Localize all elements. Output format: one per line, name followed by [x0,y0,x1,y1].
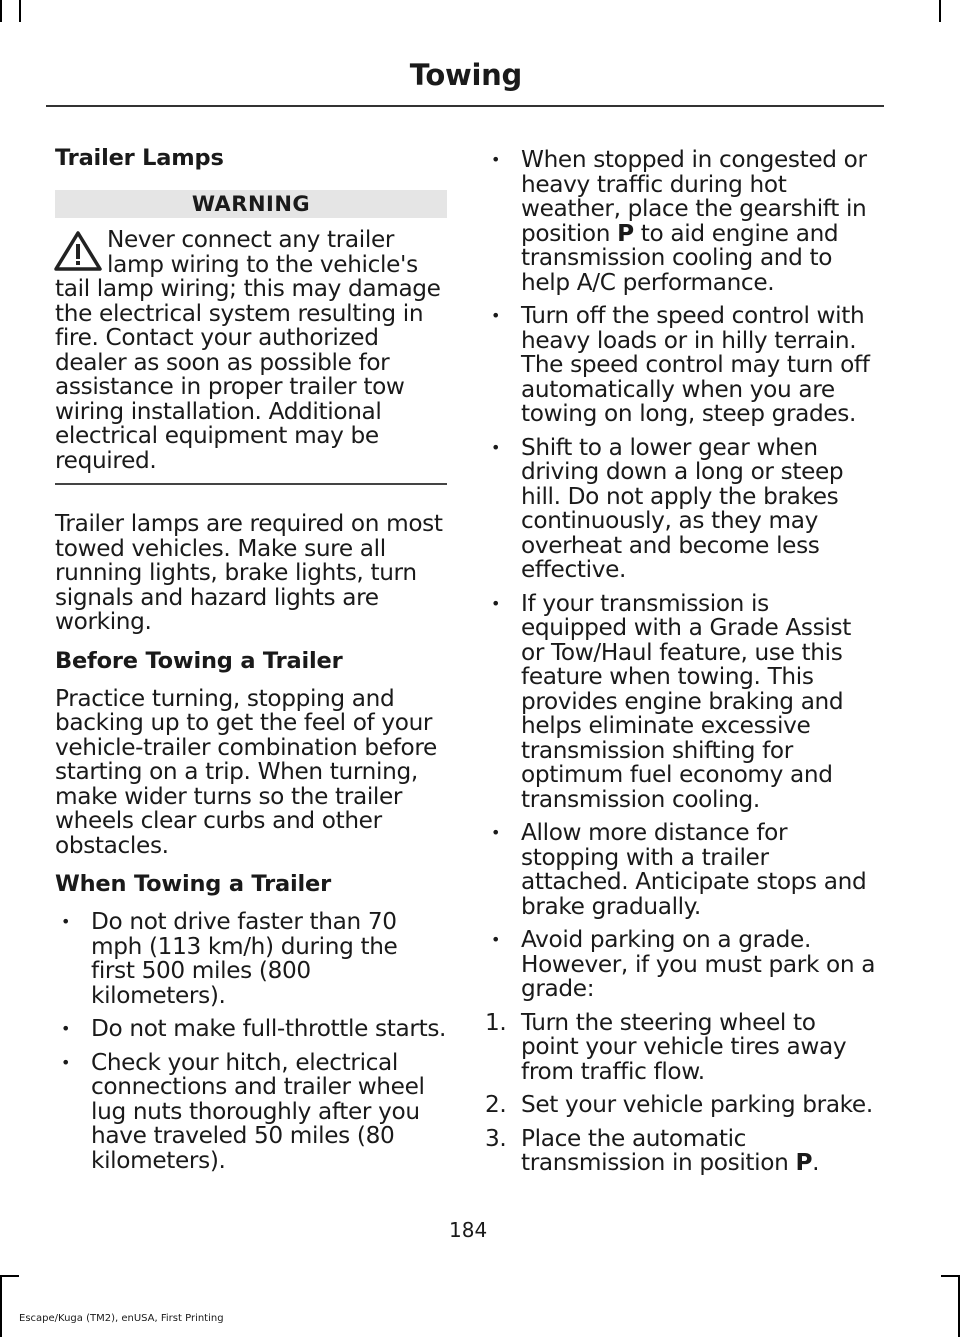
footer-edition: Escape/Kuga (TM2), enUSA, First Printing [19,1313,224,1324]
before-paragraph: Practice turning, stopping and backing up to get the feel of your vehicle-trailer combination before starting on a trip. When turning, make wider turns so the trailer wheels clear curbs and other obstacles. [55,684,437,859]
page-title: Towing [409,58,522,92]
gear-p: P [795,1149,813,1176]
crop-mark [0,1277,2,1337]
gear-p: P [617,219,634,247]
list-item: • Do not make full-throttle starts. [55,1017,447,1042]
list-item: • Allow more distance for stopping with a trailer attached. Anticipate stops and brake gradually. [485,821,877,919]
when-towing-list [55,910,447,1173]
crop-mark [941,1275,960,1277]
list-item: • If your transmission is equipped with a Grade Assist or Tow/Haul feature, use this feature when towing. This provides engine braking and helps eliminate excessive transmission shifting for optimum fuel economy and transmission cooling. [485,592,877,813]
step-text: Place the automatic transmission in position [521,1124,789,1176]
list-item-text: to aid engine and transmission cooling and to help A/C performance. [521,219,839,296]
heading-when-towing: When Towing a Trailer [55,871,331,897]
right-column [485,148,877,1185]
lamps-paragraph: Trailer lamps are required on most towed vehicles. Make sure all running lights, brake lights, turn signals and hazard lights are working. [55,510,443,635]
warning-box [55,228,447,485]
left-column [55,144,447,1182]
crop-mark [19,0,21,22]
step-number: 1. [485,1008,507,1036]
step-number: 3. [485,1124,507,1152]
step-text: Set your vehicle parking brake. [521,1091,873,1118]
list-item: • Turn off the speed control with heavy loads or in hilly terrain. The speed control may turn off automatically when you are towing on long, steep grades. [485,304,877,427]
step-number: 2. [485,1091,507,1118]
step-text: Turn the steering wheel to point your vehicle tires away from traffic flow. [521,1008,847,1085]
list-item [485,148,877,295]
heading-trailer-lamps: Trailer Lamps [55,145,224,171]
heading-before-towing: Before Towing a Trailer [55,647,343,674]
warning-triangle-icon [53,230,103,272]
list-item: • Do not drive faster than 70 mph (113 km/h) during the first 500 miles (800 kilometers). [55,910,447,1008]
step-item [485,1093,877,1118]
page-number: 184 [449,1218,488,1242]
warning-text: Never connect any trailer lamp wiring to the vehicle's tail lamp wiring; this may damage the electrical system resulting in fire. Contact your authorized dealer as soon as possible for assistance in proper trailer tow wiring installation. Additional electrical equipment may be required. [55,226,441,474]
list-item: • Check your hitch, electrical connections and trailer wheel lug nuts thoroughly after you have traveled 50 miles (80 kilometers). [55,1051,447,1174]
list-item: • Avoid parking on a grade. However, if you must park on a grade: [485,928,877,1002]
warning-label: WARNING [55,190,447,218]
crop-mark [939,0,941,22]
step-text-end: . [812,1149,820,1176]
towing-tips-list [485,148,877,1002]
crop-mark [0,1275,19,1277]
header-divider [46,105,884,107]
list-item: • Shift to a lower gear when driving down a long or steep hill. Do not apply the brakes continuously, as they may overheat and become less effective. [485,436,877,583]
list-item-text: When stopped in congested or heavy traffic during hot weather, place the gearshift in position [521,146,867,247]
parking-steps [485,1008,877,1176]
step-item [485,1124,877,1176]
crop-mark [0,0,2,22]
step-item [485,1008,877,1085]
